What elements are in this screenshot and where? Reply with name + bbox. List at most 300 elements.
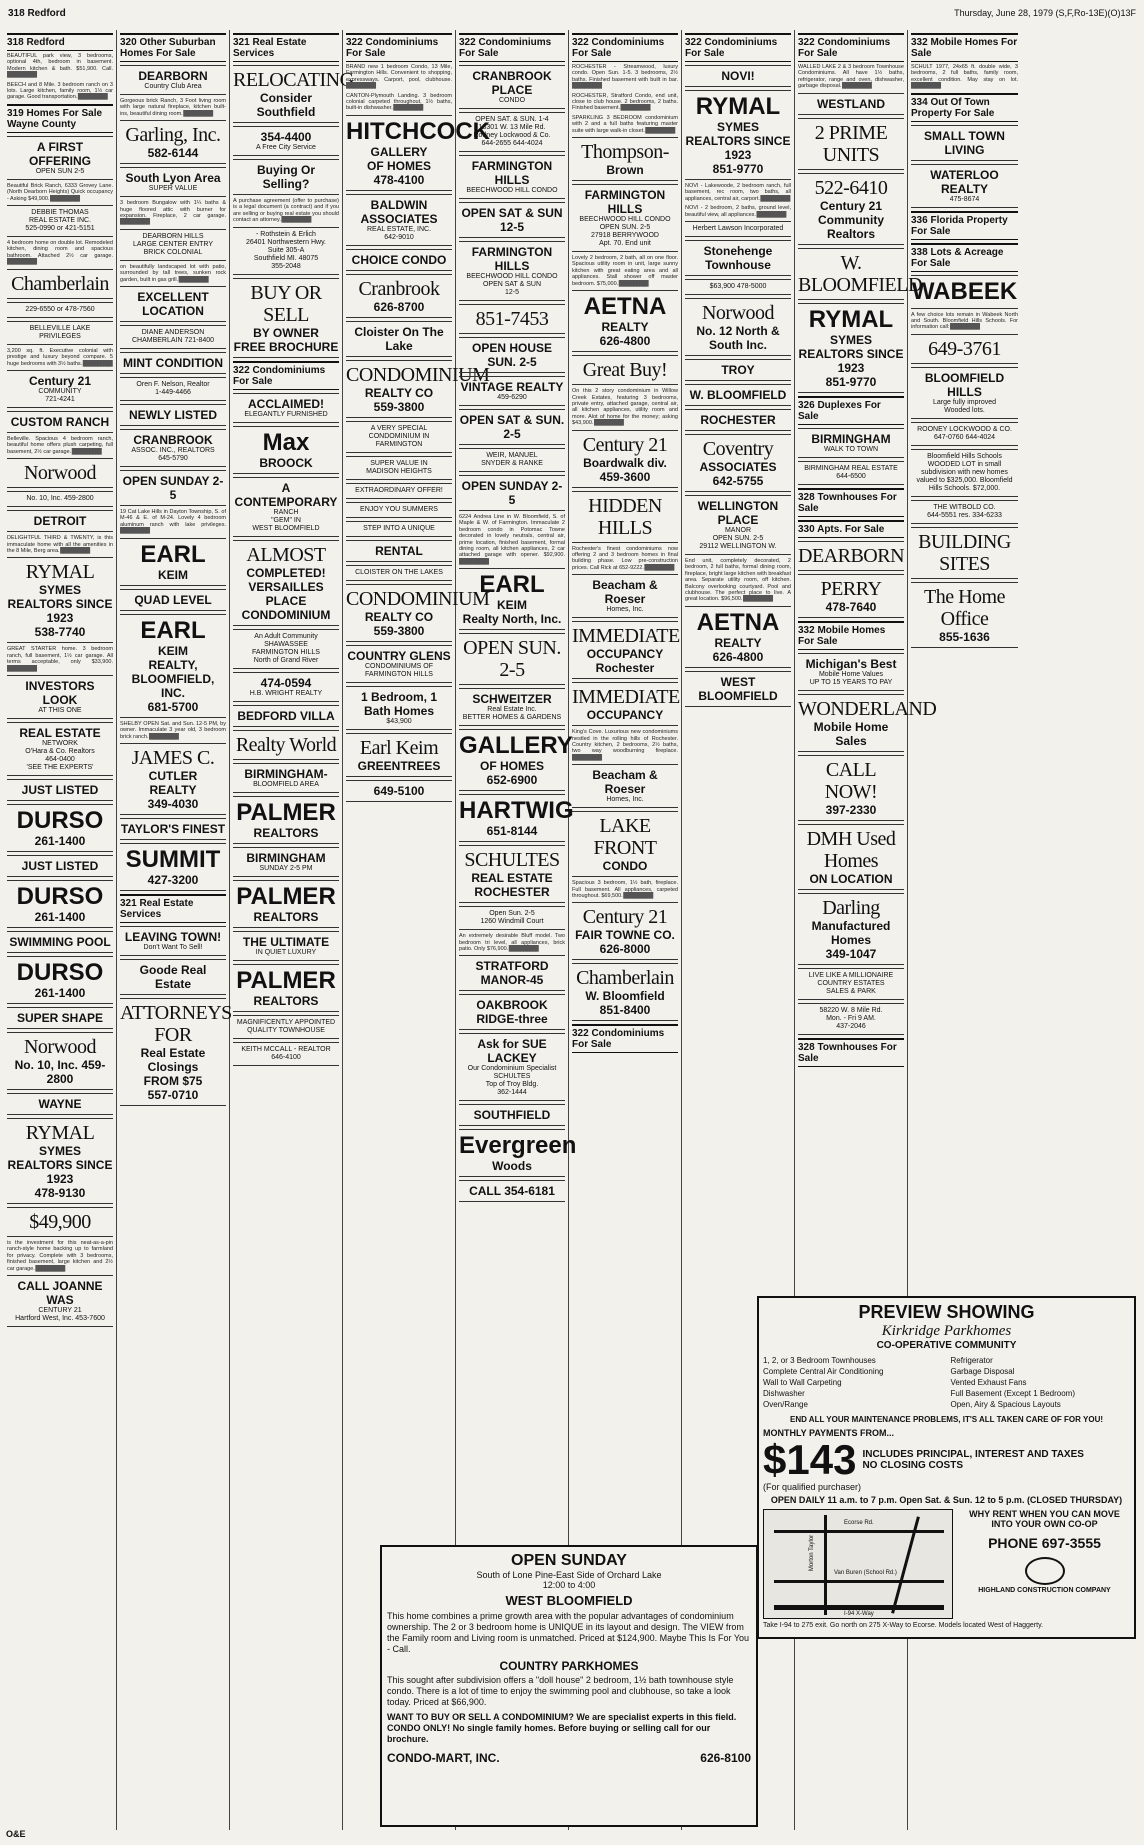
display-ad-line: THE ULTIMATE — [242, 934, 330, 949]
display-ad — [346, 321, 452, 357]
display-ad — [7, 1093, 113, 1115]
display-ad — [233, 159, 339, 195]
display-ad-line: Country Club Area — [144, 83, 202, 90]
dateline: Thursday, June 28, 1979 (S,F,Ro-13E)(O)13F — [954, 8, 1136, 18]
display-ad-line: SUPER VALUE — [148, 185, 198, 193]
display-ad — [459, 994, 565, 1030]
display-ad-line: SWIMMING POOL — [9, 934, 111, 949]
display-ad-line: 559-3800 — [373, 623, 425, 638]
display-ad-line: CHOICE CONDO — [351, 252, 447, 267]
display-ad-line: No. 12 North & South Inc. — [696, 324, 780, 353]
display-ad-line: 26401 Northwestern Hwy. — [245, 238, 327, 246]
display-ad — [459, 112, 565, 152]
classified-ad: 6224 Andrea Line in W. Bloomfield, S. of Maple & W. of Farmington. Immaculate 2 bedroom condo in Potomac Towne decorated in lovely neutrals, central air, prime location, finished basement, formal dining room, all kitchen appliances, 2 car attached garage with opener. $92,900. ██████████ — [459, 514, 565, 565]
classified-ad: GREAT STARTER home. 3 bedroom ranch, full basement, 1½ car garage. All terms acceptable, only $33,900. ██████████ — [7, 646, 113, 672]
display-ad — [120, 959, 226, 995]
display-ad-line: BY OWNER — [253, 325, 319, 340]
display-ad-line: Mon. - Fri 9 AM. — [826, 1014, 876, 1022]
display-ad-line: CRANBROOK PLACE — [472, 69, 552, 97]
display-ad — [120, 325, 226, 349]
display-ad-line: GALLERY — [370, 144, 428, 159]
display-ad — [7, 1032, 113, 1090]
display-ad-line: KEITH MCCALL - REALTOR — [241, 1045, 331, 1053]
display-ad — [346, 194, 452, 246]
display-ad-line: CLOISTER ON THE LAKES — [355, 568, 443, 576]
why-rent-text: WHY RENT WHEN YOU CAN MOVE INTO YOUR OWN CO-OP — [969, 1509, 1120, 1529]
display-ad-line: DURSO — [16, 958, 104, 986]
display-ad — [120, 429, 226, 467]
display-ad — [459, 155, 565, 199]
classified-ad: DELIGHTFUL THIRD & TWENTY, is this immaculate home with all the amenities in the 8 Mile, Berg area. ██████████ — [7, 535, 113, 554]
display-ad — [572, 184, 678, 252]
display-ad — [798, 461, 904, 485]
display-ad-line: OCCUPANCY — [586, 647, 664, 662]
location-map — [763, 1509, 953, 1619]
display-ad — [911, 367, 1018, 419]
display-ad-line: 647-0760 644-4024 — [933, 433, 996, 441]
open-sunday-sub: South of Lone Pine-East Side of Orchard Lake — [476, 1570, 662, 1580]
display-ad-line: BLOOMFIELD HILLS — [924, 370, 1005, 399]
display-ad-line: KEIM — [497, 598, 527, 613]
display-ad — [459, 955, 565, 991]
display-ad-line: REAL ESTATE — [19, 725, 101, 740]
feature-item: Refrigerator — [950, 1356, 993, 1365]
display-ad — [7, 510, 113, 532]
display-ad — [685, 240, 791, 276]
display-ad-line: A Free City Service — [256, 144, 316, 151]
display-ad — [7, 557, 113, 643]
display-ad — [7, 491, 113, 507]
display-ad-line: COMMUNITY — [38, 387, 82, 395]
builder-name: HIGHLAND CONSTRUCTION COMPANY — [978, 1587, 1111, 1594]
display-ad — [685, 359, 791, 381]
display-ad-line: OCCUPANCY — [586, 708, 664, 723]
display-ad-line: 644-2655 644-4024 — [481, 140, 543, 147]
directions-text: Take I-94 to 275 exit. Go north on 275 X-Way to Ecorse. Models located West of Haggerty. — [763, 1622, 1044, 1629]
display-ad-line: Consider Southfield — [256, 91, 316, 119]
section-heading: 334 Out Of Town Property For Sale — [911, 93, 1018, 122]
display-ad-line: SUPER SHAPE — [16, 1010, 104, 1025]
display-ad — [685, 298, 791, 356]
display-ad — [120, 470, 226, 506]
display-ad-line: MANOR — [724, 527, 752, 535]
display-ad-line: OPEN SUN 2-5 — [35, 167, 85, 175]
display-ad-line: 261-1400 — [34, 985, 86, 1000]
display-ad-line: 649-3761 — [928, 337, 1001, 360]
monthly-price: $143 — [763, 1436, 857, 1483]
display-ad — [7, 136, 113, 180]
display-ad — [798, 428, 904, 458]
display-ad-line: 464-0400 — [45, 755, 75, 763]
display-ad-line: 652-6900 — [486, 773, 538, 788]
display-ad-line: Rochester — [595, 661, 655, 676]
display-ad-line: 626-8700 — [373, 299, 425, 314]
display-ad — [572, 902, 678, 960]
display-ad — [459, 1180, 565, 1202]
display-ad-line: Rodney Lockwood & Co. — [473, 132, 551, 139]
display-ad-line: 626-4800 — [599, 334, 651, 349]
display-ad-line: 851-9770 — [712, 162, 764, 176]
display-ad-line: KEIM — [158, 567, 188, 582]
display-ad-line: CONDO — [498, 97, 526, 104]
display-ad-line: 261-1400 — [34, 833, 86, 848]
display-ad-line: 459-6290 — [497, 394, 527, 401]
display-ad-line: 478-9130 — [34, 1185, 86, 1200]
display-ad — [233, 931, 339, 961]
display-ad — [459, 241, 565, 301]
preview-showing-ad — [757, 1296, 1136, 1639]
display-ad-line: 522-6410 — [814, 176, 888, 199]
display-ad — [685, 279, 791, 295]
display-ad-line: Garling, Inc. — [125, 124, 221, 147]
display-ad-line: BETTER HOMES & GARDENS — [462, 714, 562, 722]
display-ad-line: ON LOCATION — [809, 871, 893, 886]
feature-item: Open, Airy & Spacious Layouts — [950, 1400, 1061, 1409]
display-ad — [798, 93, 904, 115]
display-ad-line: SYMES — [38, 1143, 81, 1158]
display-ad-line: ROCHESTER — [474, 885, 550, 900]
display-ad — [233, 278, 339, 358]
payments-label: MONTHLY PAYMENTS FROM... — [763, 1428, 895, 1438]
display-ad — [798, 541, 904, 571]
display-ad — [346, 421, 452, 453]
display-ad — [459, 304, 565, 334]
display-ad-line: 851-7453 — [475, 308, 549, 330]
display-ad — [685, 221, 791, 237]
display-ad-line: BIRMINGHAM — [811, 431, 891, 446]
display-ad-line: RYMAL — [25, 561, 95, 584]
display-ad-line: WAYNE — [38, 1096, 82, 1111]
display-ad-line: Open Sun. 2-5 — [489, 910, 535, 918]
display-ad-line: SHAWASSEE — [264, 640, 308, 648]
display-ad — [120, 843, 226, 891]
display-ad-line: NEWLY LISTED — [128, 408, 217, 423]
display-ad-line: Norwood — [23, 1035, 97, 1058]
display-ad-line: Century 21 — [582, 433, 668, 456]
open-sunday-title: OPEN SUNDAY — [511, 1552, 627, 1569]
display-ad-line: JUST LISTED — [21, 858, 99, 873]
display-ad-line: BIRMINGHAM- — [244, 766, 328, 781]
display-ad — [798, 574, 904, 618]
display-ad-line: RENTAL — [375, 543, 423, 558]
display-ad-line: REALTY — [149, 782, 197, 797]
section-heading: 332 Mobile Homes For Sale — [798, 621, 904, 650]
feature-item: Dishwasher — [763, 1389, 805, 1398]
display-ad-line: BEECHWOOD HILL CONDO — [466, 187, 558, 194]
display-ad — [233, 964, 339, 1012]
classified-ad: Belleville. Spacious 4 bedroom ranch, beautiful home offers plush carpeting, full basement, 2½ car garage. ██████████ — [7, 436, 113, 455]
map-label-van-buren: Van Buren (School Rd.) — [834, 1570, 897, 1576]
display-ad — [233, 730, 339, 760]
section-heading: 330 Apts. For Sale — [798, 520, 904, 538]
display-ad-line: Closings — [147, 1059, 199, 1074]
display-ad — [233, 1042, 339, 1066]
display-ad-line: Great Buy! — [582, 359, 668, 382]
section-heading: 336 Florida Property For Sale — [911, 211, 1018, 240]
display-ad — [798, 173, 904, 245]
preview-kind: CO-OPERATIVE COMMUNITY — [876, 1340, 1017, 1351]
display-ad — [7, 880, 113, 928]
hours-text: OPEN DAILY 11 a.m. to 7 p.m. Open Sat. & Sun. 12 to 5 p.m. (CLOSED THURSDAY) — [770, 1495, 1123, 1505]
display-ad — [233, 393, 339, 423]
display-ad-line: RYMAL — [25, 1121, 95, 1144]
column-2 — [117, 30, 230, 1830]
display-ad-line: REALTORS — [253, 825, 319, 840]
display-ad — [911, 334, 1018, 364]
display-ad-line: - Rothstein & Erlich — [256, 230, 316, 238]
display-ad — [233, 880, 339, 928]
display-ad-line: Thompson- — [581, 141, 669, 164]
display-ad — [685, 671, 791, 707]
section-heading: 332 Mobile Homes For Sale — [911, 33, 1018, 62]
section-heading: 338 Lots & Acreage For Sale — [911, 243, 1018, 272]
feature-item: Complete Central Air Conditioning — [763, 1367, 884, 1376]
display-ad-line: Manufactured Homes — [811, 918, 891, 947]
display-ad-line: Large fully improved — [932, 398, 997, 406]
display-ad-line: DIANE ANDERSON — [141, 329, 205, 337]
display-ad-line: Chamberlain — [11, 272, 109, 295]
display-ad — [233, 847, 339, 877]
display-ad-line: Century 21 — [819, 198, 883, 213]
display-ad — [7, 411, 113, 433]
display-ad — [798, 755, 904, 821]
preview-phone: PHONE 697-3555 — [988, 1535, 1101, 1551]
display-ad-line: MAGNIFICENTLY APPOINTED — [236, 1018, 336, 1026]
display-ad — [572, 430, 678, 488]
display-ad-line: RELOCATING — [233, 69, 354, 91]
section-heading: 321 Real Estate Services — [233, 33, 339, 62]
section-heading: 322 Condominiums For Sale — [233, 361, 339, 390]
display-ad-line: FARMINGTON HILLS — [252, 648, 320, 656]
display-ad — [685, 90, 791, 180]
display-ad — [346, 249, 452, 271]
display-ad — [459, 409, 565, 445]
display-ad — [459, 568, 565, 630]
display-ad-line: ROONEY LOCKWOOD & CO. — [917, 425, 1012, 433]
display-ad — [120, 538, 226, 586]
section-heading: 322 Condominiums For Sale — [685, 33, 791, 62]
display-ad-line: WOODED LOT in small subdivision with new homes valued to $325,000. Bloomfield Hills Schools. $72,000. — [916, 460, 1013, 492]
display-ad-line: MADISON HEIGHTS — [366, 467, 432, 475]
display-ad-line: WABEEK — [911, 277, 1018, 305]
display-ad — [572, 621, 678, 679]
display-ad-line: CONDO — [602, 859, 648, 874]
price-note: INCLUDES PRINCIPAL, INTEREST AND TAXES — [862, 1449, 1084, 1460]
display-ad — [346, 686, 452, 730]
display-ad-line: ROCHESTER — [700, 413, 776, 428]
display-ad — [911, 582, 1018, 648]
classified-ad: ROCHESTER - Streamwood, luxury condo. Open Sun. 1-5. 3 bedrooms, 2½ baths. Finished basement with built in bar. ██████████ — [572, 64, 678, 90]
display-ad-line: SUNDAY 2-5 PM — [259, 864, 313, 872]
classified-ad: BEECH and 8 Mile. 3 bedroom ranch on 3 lots. Large kitchen, family room, 1½ car garage. Good transportation. ██████████ — [7, 82, 113, 101]
display-ad-line: Ask for SUE LACKEY — [477, 1037, 547, 1066]
display-ad-line: FARMINGTON HILLS — [471, 159, 553, 187]
display-ad-line: RYMAL — [695, 93, 781, 120]
display-ad — [798, 248, 922, 300]
display-ad-line: REALTY, BLOOMFIELD, INC. — [131, 657, 215, 700]
display-ad-line: QUAD LEVEL — [134, 592, 212, 607]
display-ad-line: Realty World — [235, 733, 337, 756]
display-ad-line: Community Realtors — [818, 212, 884, 241]
display-ad-line: WESTLAND — [817, 96, 885, 111]
section-heading: 322 Condominiums For Sale — [798, 33, 904, 62]
display-ad — [798, 653, 904, 691]
display-ad-line: UP TO 15 YEARS TO PAY — [809, 678, 893, 686]
display-ad — [233, 65, 354, 123]
classified-ad: NOVI - 2 bedroom, 2 baths, ground level, beautiful view, all appliances. ██████████ — [685, 205, 791, 218]
display-ad-line: FREE BROCHURE — [233, 339, 339, 354]
display-ad — [120, 352, 226, 374]
display-ad-line: EXTRAORDINARY OFFER! — [355, 486, 443, 494]
display-ad-line: CONDOMINIUM — [346, 587, 490, 610]
display-ad-line: FARMINGTON HILLS — [471, 245, 553, 273]
display-ad-line: MINT CONDITION — [123, 356, 223, 371]
preview-subtitle: Kirkridge Parkhomes — [881, 1323, 1012, 1339]
display-ad-line: FROM $75 — [143, 1073, 203, 1088]
display-ad-line: LIVE LIKE A MILLIONAIRE — [808, 971, 894, 979]
display-ad-line: Cranbrook — [358, 277, 440, 300]
display-ad-line: ALMOST — [246, 543, 326, 566]
map-label-ecorse: Ecorse Rd. — [844, 1520, 874, 1526]
display-ad — [233, 477, 339, 537]
display-ad-line: PRIVILEGES — [39, 332, 81, 340]
classified-ad: BEAUTIFUL park view, 3 bedrooms, optional 4th, bedroom in basement. Modern kitchen & bath. $51,900. Call. ██████████ — [7, 53, 113, 79]
classified-ad: NOVI - Lakewoode, 2 bedroom ranch, full basement, rec room, two baths, all appliances, central air, carport. ██████████ — [685, 183, 791, 202]
display-ad — [346, 780, 452, 802]
display-ad-line: FARMINGTON HILLS — [584, 188, 666, 217]
display-ad — [572, 137, 678, 181]
display-ad — [459, 688, 565, 726]
display-ad — [346, 115, 490, 191]
classified-ad: WALLED LAKE 2 & 3 bedroom Townhouse Condominiums. All have 1½ baths, refrigerator, range and oven, dishwasher, garbage disposal. ██████████ — [798, 64, 904, 90]
display-ad-line: ASSOC. INC., REALTORS — [131, 447, 215, 455]
display-ad — [572, 491, 678, 543]
display-ad-line: WALK TO TOWN — [823, 445, 879, 453]
display-ad-line: WEST BLOOMFIELD — [698, 674, 778, 703]
display-ad-line: Cloister On The Lake — [354, 324, 444, 353]
display-ad — [346, 584, 490, 642]
display-ad — [7, 931, 113, 953]
display-ad-line: Buying Or Selling? — [256, 163, 315, 191]
display-ad — [233, 126, 339, 156]
display-ad — [233, 705, 339, 727]
display-ad-line: HARTWIG — [459, 797, 574, 825]
display-ad-line: GREENTREES — [357, 758, 441, 773]
display-ad-line: SMALL TOWN LIVING — [924, 128, 1005, 157]
display-ad-line: South Lyon Area — [125, 171, 221, 186]
section-heading: 326 Duplexes For Sale — [798, 396, 904, 425]
display-ad — [685, 434, 791, 492]
display-ad-line: REALTY — [601, 320, 649, 335]
display-ad-line: WATERLOO REALTY — [930, 167, 999, 196]
display-ad — [798, 824, 904, 890]
display-ad-line: PERRY — [820, 577, 882, 600]
display-ad-line: OPEN SAT & SUN 12-5 — [461, 206, 563, 234]
display-ad-line: OPEN SUN. 2-5 — [712, 535, 764, 543]
display-ad — [346, 502, 452, 518]
display-ad — [120, 589, 226, 611]
display-ad — [685, 384, 791, 406]
display-ad-line: Century 21 — [582, 906, 668, 929]
preview-title: PREVIEW SHOWING — [858, 1302, 1035, 1322]
display-ad-line: Earl Keim — [359, 736, 439, 759]
display-ad — [685, 409, 791, 431]
display-ad-line: REALTY CO — [364, 385, 434, 400]
display-ad-line: IMMEDIATE — [572, 625, 680, 648]
display-ad — [798, 118, 904, 170]
display-ad-line: 645-5790 — [158, 455, 188, 463]
open-sunday-time: 12:00 to 4:00 — [542, 1580, 596, 1590]
display-ad — [7, 804, 113, 852]
display-ad-line: IN QUIET LUXURY — [255, 948, 317, 956]
display-ad-line: VINTAGE REALTY — [460, 380, 564, 394]
classified-ad: 19 Cat Lake Hills in Dayton Township, S. of M-46 & E. of M-24. Lovely 4 bedroom aluminum ranch with lake privileges. ██████████ — [120, 509, 226, 535]
display-ad-line: REAL ESTATE, INC. — [366, 225, 432, 233]
display-ad-line: Hartford West, Inc. 453-7600 — [15, 1315, 105, 1322]
display-ad — [7, 302, 113, 318]
display-ad-line: DMH Used Homes — [806, 827, 896, 872]
display-ad-line: 855-1636 — [939, 629, 990, 644]
display-ad-line: Bloomfield Hills Schools — [927, 452, 1002, 460]
display-ad — [7, 956, 113, 1004]
display-ad-line: Homes, Inc. — [606, 606, 644, 614]
display-ad-line: Real Estate Inc. — [487, 706, 537, 714]
open-sunday-place: WEST BLOOMFIELD — [505, 1593, 633, 1608]
want-to-buy-text: WANT TO BUY OR SELL A CONDOMINIUM? We are specialist experts in this field. CONDO ONLY! No single family homes. Before buying or selling call for our brochure. — [387, 1712, 737, 1744]
display-ad-line: 2 PRIME UNITS — [814, 121, 888, 166]
display-ad-line: NOVI! — [721, 69, 755, 83]
display-ad-line: NETWORK — [42, 739, 78, 747]
display-ad — [911, 527, 1018, 579]
column-3 — [230, 30, 354, 1830]
display-ad-line: 642-9010 — [384, 233, 414, 241]
classified-ad: 4 bedroom home on double lot. Remodeled kitchen, dining room and spacious bathroom. Attached 2½ car garage. ██████████ — [7, 240, 113, 266]
section-heading: 322 Condominiums For Sale — [346, 33, 452, 62]
display-ad-line: REAL ESTATE — [471, 871, 553, 886]
display-ad-line: EARL — [140, 616, 206, 644]
display-ad — [233, 227, 339, 275]
classified-ad: CANTON-Plymouth Landing. 3 bedroom colonial carpeted throughout, 1½ baths, built-in dishwasher. ██████████ — [346, 93, 452, 112]
display-ad — [459, 376, 565, 406]
display-ad-line: CRANBROOK — [133, 433, 213, 448]
display-ad-line: ASSOCIATES — [699, 460, 777, 475]
display-ad-line: 474-0594 — [260, 675, 312, 690]
display-ad-line: 1 Bedroom, 1 Bath Homes — [360, 689, 438, 718]
display-ad-line: RYMAL — [808, 305, 894, 333]
display-ad-line: BIRMINGHAM — [246, 850, 326, 865]
display-ad-line: 397-2330 — [825, 802, 877, 817]
display-ad-line: Realty North, Inc. — [462, 612, 562, 627]
display-ad-line: W. BLOOMFIELD — [798, 251, 922, 296]
section-heading: 320 Other Suburban Homes For Sale — [120, 33, 226, 62]
display-ad — [233, 426, 339, 474]
display-ad-line: COUNTRY GLENS — [347, 648, 451, 663]
display-ad-line: Homes, Inc. — [606, 796, 644, 804]
display-ad — [120, 926, 226, 956]
display-ad-line: ENJOY YOU SUMMERS — [360, 505, 438, 513]
display-ad — [798, 1003, 904, 1035]
display-ad-line: Coventry — [702, 438, 774, 461]
display-ad-line: DEARBORN — [798, 544, 905, 567]
display-ad — [911, 164, 1018, 208]
display-ad-line: 27918 BERRYWOOD — [591, 232, 659, 240]
display-ad-line: CONDOMINIUM — [346, 363, 490, 386]
display-ad-line: IMMEDIATE — [572, 686, 680, 709]
display-ad-line: KEIM — [158, 643, 188, 658]
display-ad-line: REALTORS — [253, 993, 319, 1008]
display-ad-line: WEIR, MANUEL — [486, 452, 538, 459]
display-ad — [7, 321, 113, 345]
